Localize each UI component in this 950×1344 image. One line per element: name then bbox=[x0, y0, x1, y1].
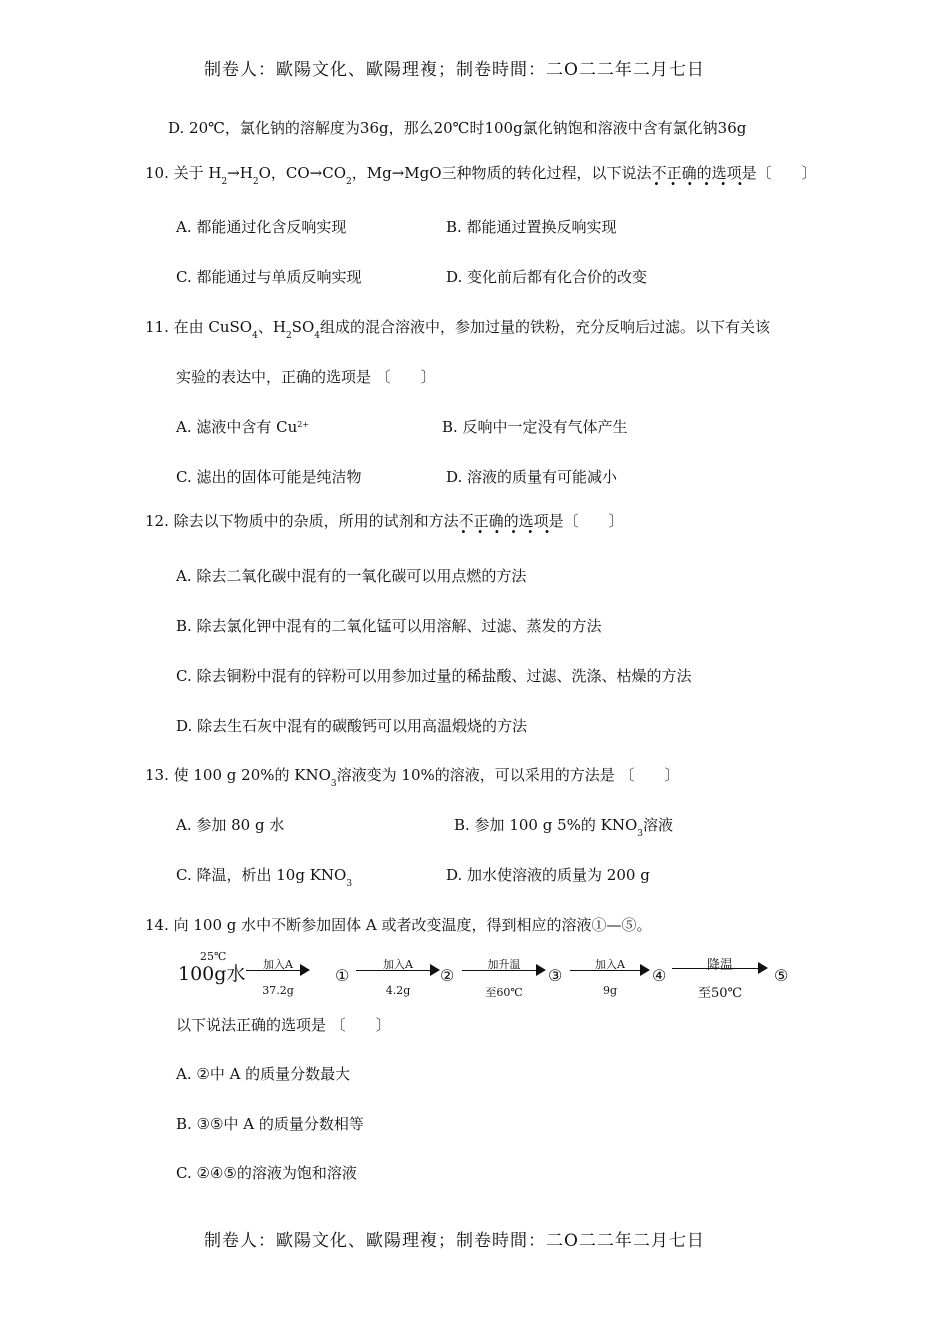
q12-text: 12. 除去以下物质中的杂质，所用的试剂和方法 bbox=[145, 512, 459, 530]
arrow-shaft bbox=[570, 970, 642, 971]
q11-option-a bbox=[176, 416, 309, 437]
arrow-label-top: 加入A bbox=[263, 958, 293, 971]
q11-text: 11. 在由 CuSO bbox=[145, 318, 253, 336]
q10-text: 10. 关于 H bbox=[145, 164, 222, 182]
q10-option-c: C. 都能通过与单质反响实现 bbox=[176, 268, 362, 286]
arrow-head bbox=[430, 964, 440, 976]
arrow-shaft bbox=[672, 968, 760, 969]
q14-option-b: B. ③⑤中 A 的质量分数相等 bbox=[176, 1115, 364, 1133]
q13-option-b-text: 溶液 bbox=[643, 816, 674, 834]
q13-subscript: 3 bbox=[330, 779, 337, 789]
q10-option-b: B. 都能通过置换反响实现 bbox=[446, 218, 617, 236]
q12-emphasis: 不正确的选项是 · · bbox=[459, 512, 564, 530]
q13-option-c-text: C. 降温，析出 10g KNO bbox=[176, 866, 347, 884]
q10-subscript: 2 bbox=[221, 177, 228, 187]
chain-start-temp: 25℃ bbox=[200, 950, 227, 963]
q11-option-b: B. 反响中一定没有气体产生 bbox=[442, 418, 628, 436]
q13-subscript: 3 bbox=[637, 829, 644, 839]
q12-option-d: D. 除去生石灰中混有的碳酸钙可以用高温煅烧的方法 bbox=[176, 717, 528, 735]
q14-reaction-chain bbox=[178, 950, 798, 1000]
q10-option-d: D. 变化前后都有化合价的改变 bbox=[446, 268, 648, 286]
arrow-shaft bbox=[356, 970, 432, 971]
q11-stem-line2: 实验的表达中，正确的选项是 〔 〕 bbox=[176, 368, 436, 386]
q12-stem bbox=[145, 510, 624, 531]
q11-text: 组成的混合溶液中，参加过量的铁粉，充分反响后过滤。以下有关该 bbox=[319, 318, 770, 336]
q10-text: O，CO→CO bbox=[258, 164, 347, 182]
q10-text: ，Mg→MgO三种物质的转化过程，以下说法 bbox=[351, 164, 652, 182]
page-footer: 制卷人：歐陽文化、歐陽理複；制卷時間：二O二二年二月七日 bbox=[204, 1231, 705, 1251]
arrow-head bbox=[300, 964, 310, 976]
q11-superscript: 2+ bbox=[297, 420, 310, 429]
chain-result-3: ③ bbox=[548, 966, 563, 985]
arrow-shaft bbox=[462, 970, 538, 971]
arrow-label-bottom: 4.2g bbox=[385, 984, 411, 997]
arrow-head bbox=[640, 964, 650, 976]
q11-option-a-text: A. 滤液中含有 Cu bbox=[176, 418, 298, 436]
arrow-label-bottom: 37.2g bbox=[262, 984, 294, 997]
q12-option-b: B. 除去氯化钾中混有的二氧化锰可以用溶解、过滤、蒸发的方法 bbox=[176, 617, 602, 635]
q12-option-a: A. 除去二氧化碳中混有的一氧化碳可以用点燃的方法 bbox=[176, 567, 527, 585]
q11-option-d: D. 溶液的质量有可能减小 bbox=[446, 468, 618, 486]
q11-subscript: 2 bbox=[285, 331, 292, 341]
arrow-label-bottom: 9g bbox=[602, 984, 618, 997]
q13-option-a: A. 参加 80 g 水 bbox=[176, 816, 285, 834]
q12-bracket: 〔 〕 bbox=[563, 512, 624, 530]
q11-subscript: 4 bbox=[252, 331, 258, 341]
q10-stem bbox=[145, 162, 817, 187]
q10-option-a: A. 都能通过化含反响实现 bbox=[176, 218, 347, 236]
chain-start: 100g水 bbox=[178, 963, 246, 985]
q11-option-c: C. 滤出的固体可能是纯洁物 bbox=[176, 468, 362, 486]
q10-bracket: 〔 〕 bbox=[756, 164, 817, 182]
chain-result-2: ② bbox=[440, 966, 455, 985]
q11-subscript: 4 bbox=[314, 331, 320, 341]
arrow-head bbox=[536, 964, 546, 976]
q13-option-b-text: B. 参加 100 g 5%的 KNO bbox=[454, 816, 638, 834]
arrow-shaft bbox=[246, 970, 302, 971]
arrow-label-top: 降温 bbox=[706, 958, 733, 973]
q11-stem bbox=[145, 316, 770, 341]
q14-question: 以下说法正确的选项是 〔 〕 bbox=[176, 1016, 391, 1034]
q13-option-c bbox=[176, 864, 353, 889]
q14-stem: 14. 向 100 g 水中不断参加固体 A 或者改变温度，得到相应的溶液①—⑤。 bbox=[145, 916, 652, 934]
chain-result-4: ④ bbox=[652, 966, 667, 985]
q13-subscript: 3 bbox=[346, 879, 353, 889]
page-header: 制卷人：歐陽文化、歐陽理複；制卷時間：二O二二年二月七日 bbox=[204, 60, 705, 80]
q9-option-d: D. 20℃，氯化钠的溶解度为36g，那么20℃时100g氯化钠饱和溶液中含有氯化钠36g bbox=[168, 119, 747, 137]
q10-text: →H bbox=[227, 164, 253, 182]
chain-result-1: ① bbox=[335, 966, 350, 985]
arrow-label-top: 加升温 bbox=[487, 958, 521, 971]
q13-option-d: D. 加水使溶液的质量为 200 g bbox=[446, 866, 650, 884]
arrow-head bbox=[758, 962, 768, 974]
q11-text: 、H bbox=[257, 318, 286, 336]
arrow-label-bottom: 至60℃ bbox=[485, 986, 523, 999]
arrow-label-bottom: 至50℃ bbox=[697, 986, 743, 1001]
q12-option-c: C. 除去铜粉中混有的锌粉可以用参加过量的稀盐酸、过滤、洗涤、枯燥的方法 bbox=[176, 667, 692, 685]
q13-option-b bbox=[454, 814, 674, 839]
chain-result-5: ⑤ bbox=[774, 966, 789, 985]
arrow-label-top: 加入A bbox=[383, 958, 413, 971]
q13-text: 溶液变为 10%的溶液，可以采用的方法是 〔 〕 bbox=[336, 766, 680, 784]
q11-text: SO bbox=[291, 318, 315, 336]
q10-emphasis: 不正确的选项是 · · bbox=[652, 164, 757, 182]
q13-text: 13. 使 100 g 20%的 KNO bbox=[145, 766, 331, 784]
q10-subscript: 2 bbox=[252, 177, 259, 187]
arrow-label-top: 加入A bbox=[595, 958, 625, 971]
q14-option-a: A. ②中 A 的质量分数最大 bbox=[176, 1065, 351, 1083]
q10-subscript: 2 bbox=[346, 177, 352, 187]
q13-stem bbox=[145, 764, 680, 789]
q14-option-c: C. ②④⑤的溶液为饱和溶液 bbox=[176, 1164, 357, 1182]
